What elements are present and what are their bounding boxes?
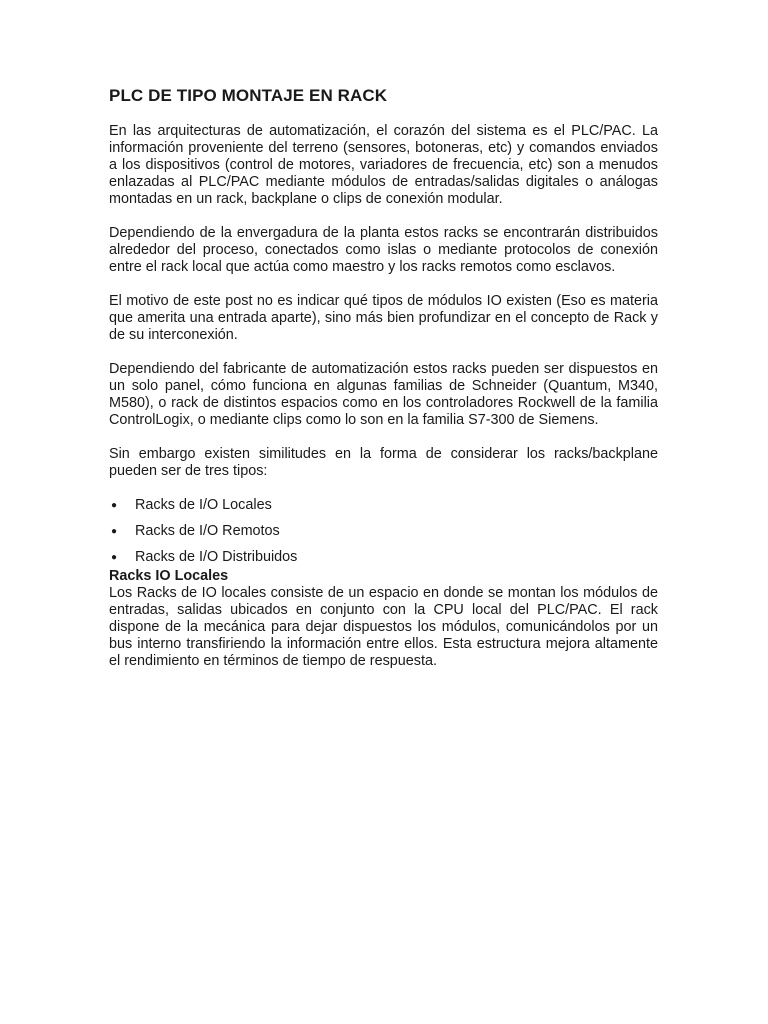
list-item-label: Racks de I/O Remotos [135,523,280,539]
list-item-label: Racks de I/O Distribuidos [135,549,298,565]
section-heading: Racks IO Locales [109,568,229,584]
paragraph-purpose: El motivo de este post no es indicar qué tipos de módulos IO existen (Eso es materia que amerita una entrada aparte), sino más bien profundizar en el concepto de Rack y de su interconexión. [109,293,658,343]
paragraph-manufacturers: Dependiendo del fabricante de automatización estos racks pueden ser dispuestos en un solo panel, cómo funciona en algunas familias de Schneider (Quantum, M340, M580), o rack de distintos espacios como en los controladores Rockwell de la familia ControlLogix, o mediante clips como lo son en la familia S7-300 de Siemens. [109,361,658,428]
list-item [109,497,658,514]
paragraph-intro: En las arquitecturas de automatización, el corazón del sistema es el PLC/PAC. La información proveniente del terreno (sensores, botoneras, etc) y comandos enviados a los dispositivos (control de motores, variadores de frecuencia, etc) son a menudos enlazadas al PLC/PAC mediante módulos de entradas/salidas digitales o análogas montadas en un rack, backplane o clips de conexión modular. [109,123,658,207]
bullet-icon: ● [111,526,118,537]
rack-types-list [109,497,658,566]
paragraph-local-racks: Los Racks de IO locales consiste de un espacio en donde se montan los módulos de entradas, salidas ubicados en conjunto con la CPU local del PLC/PAC. El rack dispone de la mecánica para dejar dispuestos los módulos, comunicándolos por un bus interno transfiriendo la información entre ellos. Esta estructura mejora altamente el rendimiento en términos de tiempo de respuesta. [109,585,658,669]
list-item [109,549,658,566]
list-item [109,523,658,540]
list-item-label: Racks de I/O Locales [135,497,272,513]
bullet-icon: ● [111,552,118,563]
paragraph-distribution: Dependiendo de la envergadura de la planta estos racks se encontrarán distribuidos alrededor del proceso, conectados como islas o mediante protocolos de conexión entre el rack local que actúa como maestro y los racks remotos como esclavos. [109,225,658,275]
document-page [109,86,658,687]
paragraph-types-intro: Sin embargo existen similitudes en la forma de considerar los racks/backplane pueden ser de tres tipos: [109,446,658,479]
bullet-icon: ● [111,500,118,511]
page-title: PLC DE TIPO MONTAJE EN RACK [109,86,388,105]
